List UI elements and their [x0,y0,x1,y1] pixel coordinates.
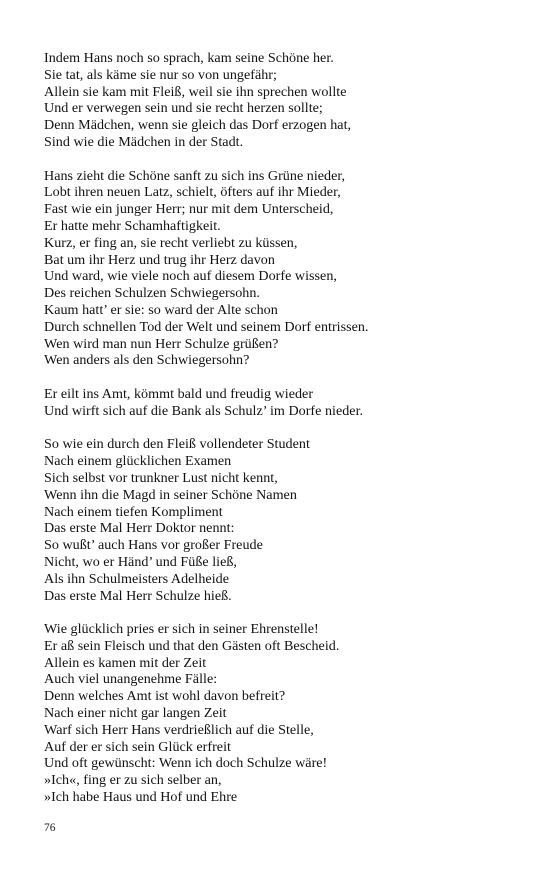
verse-line: Nicht, wo er Händ’ und Füße ließ, [44,553,237,570]
verse-line: So wie ein durch den Fleiß vollendeter Student [44,436,310,453]
stanza-4 [44,436,514,604]
verse-line: Er aß sein Fleisch und that den Gästen oft Bescheid. [44,637,340,654]
verse-line: Wie glücklich pries er sich in seiner Ehrenstelle! [44,621,319,638]
verse-line: Hans zieht die Schöne sanft zu sich ins Grüne nieder, [44,167,346,184]
verse-line: Und wirft sich auf die Bank als Schulz’ im Dorfe nieder. [44,402,364,419]
verse-line: Sie tat, als käme sie nur so von ungefähr; [44,66,277,83]
verse-line: Und er verwegen sein und sie recht herzen sollte; [44,100,323,117]
verse-line: Kaum hatt’ er sie: so ward der Alte schon [44,301,278,318]
verse-line: Er eilt ins Amt, kömmt bald und freudig wieder [44,385,314,402]
stanza-2 [44,168,514,370]
verse-line: Er hatte mehr Schamhaftigkeit. [44,217,221,234]
verse-line: »Ich«, fing er zu sich selber an, [44,772,222,789]
verse-line: So wußt’ auch Hans vor großer Freude [44,537,263,554]
verse-line: Allein sie kam mit Fleiß, weil sie ihn sprechen wollte [44,83,347,100]
verse-line: »Ich habe Haus und Hof und Ehre [44,789,238,806]
verse-line: Kurz, er fing an, sie recht verliebt zu küssen, [44,234,298,251]
verse-line: Wen anders als den Schwiegersohn? [44,352,250,369]
verse-line: Allein es kamen mit der Zeit [44,654,207,671]
page-number: 76 [44,822,56,834]
verse-line: Warf sich Herr Hans verdrießlich auf die Stelle, [44,721,314,738]
verse-line: Sich selbst vor trunkner Lust nicht kennt, [44,469,278,486]
stanza-3 [44,386,514,420]
verse-line: Wenn ihn die Magd in seiner Schöne Namen [44,486,297,503]
verse-line: Fast wie ein junger Herr; nur mit dem Unterscheid, [44,201,334,218]
verse-line: Lobt ihren neuen Latz, schielt, öfters auf ihr Mieder, [44,184,341,201]
poem-text [44,50,514,823]
verse-line: Das erste Mal Herr Doktor nennt: [44,520,235,537]
verse-line: Und oft gewünscht: Wenn ich doch Schulze wäre! [44,755,328,772]
verse-line: Wen wird man nun Herr Schulze grüßen? [44,335,279,352]
stanza-1 [44,50,514,151]
verse-line: Durch schnellen Tod der Welt und seinem Dorf entrissen. [44,318,369,335]
verse-line: Nach einem tiefen Kompliment [44,503,223,520]
verse-line: Denn welches Amt ist wohl davon befreit? [44,688,286,705]
verse-line: Das erste Mal Herr Schulze hieß. [44,587,232,604]
verse-line: Auch viel unangenehme Fälle: [44,671,218,688]
verse-line: Des reichen Schulzen Schwiegersohn. [44,285,260,302]
verse-line: Nach einer nicht gar langen Zeit [44,705,227,722]
verse-line: Denn Mädchen, wenn sie gleich das Dorf erzogen hat, [44,117,352,134]
verse-line: Als ihn Schulmeisters Adelheide [44,570,229,587]
stanza-5 [44,621,514,806]
verse-line: Bat um ihr Herz und trug ihr Herz davon [44,251,275,268]
verse-line: Und ward, wie viele noch auf diesem Dorfe wissen, [44,268,337,285]
verse-line: Indem Hans noch so sprach, kam seine Schöne her. [44,50,334,66]
verse-line: Sind wie die Mädchen in der Stadt. [44,133,244,150]
verse-line: Nach einem glücklichen Examen [44,453,232,470]
verse-line: Auf der er sich sein Glück erfreit [44,738,231,755]
